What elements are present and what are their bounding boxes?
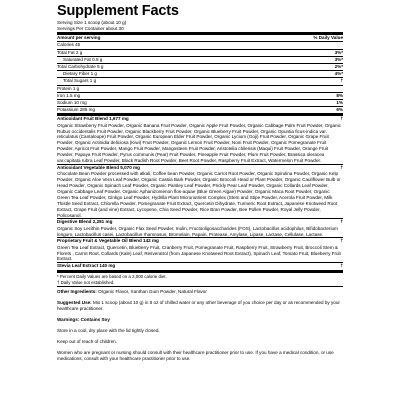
blend-block xyxy=(57,219,343,237)
blend-block xyxy=(57,238,343,262)
pregnant-warning-text: Women who are pregnant or nursing should consult with their healthcare practitioner prior to use. If you have a medical condition, or use medications, consult with your healthcare practitioner prior to use. xyxy=(57,349,334,361)
blend-name: Antioxidant Fruit Blend 1,677 mg xyxy=(57,116,129,122)
suggested-use-label: Suggested Use: xyxy=(57,299,92,305)
blend-name: Proprietary Fruit & Vegetable Oil Blend 142 mg xyxy=(57,238,159,244)
nutrient-label: Total Carbohydrate 5 g xyxy=(57,64,104,70)
nutrient-label: Protein 1 g xyxy=(57,85,80,91)
nutrient-list xyxy=(57,42,343,113)
divider xyxy=(57,270,343,273)
nutrient-daily-value: 3%* xyxy=(334,56,343,62)
nutrient-daily-value: 1% xyxy=(336,100,343,106)
nutrient-daily-value: 2%* xyxy=(334,64,343,70)
suggested-use-text: Mix 1 scoop (about 10 g) in 8 oz of chilled water or any other beverage of you choice per day or as recommended by your healthcare practitioner. xyxy=(57,299,340,311)
other-ingredients xyxy=(57,289,343,295)
divider xyxy=(57,286,343,287)
nutrient-label: Calories 45 xyxy=(57,42,81,48)
blend-daily-value: † xyxy=(340,116,343,122)
blend-ingredients: Green Tea Leaf Extract, Quercetin, Blueberry Fruit, Cranberry Fruit, Pomegranate Fruit, Raspberry Fruit, Strawberry Fruit, Broccoli Stem & Florets , Carrot Root, Collards (Kale) Leaf, Resveratrol (from Japanese Knotweed Root Extract), Spinach Leaf, Tomato Fruit, Blueberry Fruit Extract. xyxy=(57,244,341,262)
storage-text: Store in a cool, dry place with the lid tightly closed. xyxy=(57,327,160,333)
blend-daily-value: † xyxy=(340,164,343,170)
nutrient-daily-value: † xyxy=(340,78,343,84)
daily-value-header: % Daily Value xyxy=(313,35,343,40)
blend-ingredients: Organic Soy Lecithin Powder, Organic Flax Seed Powder, Inulin, Fructooligosaccharides (FOS), Lactobacillus acidophilus, Bifidobacterium longum, Lactobacillus casei, Lactobacillus rhamnosus, Bromelain, Papain, Protease, Amylase, Lipase, Lactase, Cellulase, Lactase. xyxy=(57,225,338,237)
nutrient-daily-value: 8% xyxy=(336,92,343,98)
blend-daily-value: † xyxy=(340,219,343,225)
panel-title: Supplement Facts xyxy=(57,3,179,19)
nutrient-daily-value: 6% xyxy=(336,107,343,113)
suggested-use xyxy=(57,300,343,312)
nutrient-daily-value: 4%* xyxy=(334,71,343,77)
blend-ingredients: Chocolate Bean Powder processed with alkali, Coffee bean Powder, Organic Carrot Root Powder, Organic Spirulina Powder, Organic Kelp Powder, Organic Aloe Vera Leaf Powder, Organic Cassia Bark Powder, Organic Broccoli Head or Plant Powder, Organic Cauliflower Bulb or Head Powder, Organic Spinach Leaf Powder, Organic Parsley Leaf Powder, Prickly Pear Leaf Powder, Organic Collards Leaf Powder, Organic Cabbage Leaf Powder, Organic Aphanizomenon flos-aquae (Blue Green Algae) Powder, Organic Maca Root Powder, Organic Green Tea Leaf Powder, Ginkgo Leaf Powder, Hydrilla Plant Micronutrient Complex (Stem and Stipe Powder, Acerola Fruit Powder, Milk Thistle Seed Extract, Chlorella Powder, Pomegranate Fruit Extract, Quercetin Dihydrate, Turmeric Root Extract, Japanese Knotweed Root Extract, Grape Fruit (and vine) Extract, Lycopene, Chia Seed Powder, Rice Bran Powder, Bee Pollen Powder, Royal Jelly Powder, Policosanol. xyxy=(57,171,341,218)
blend-block xyxy=(57,116,343,164)
blend-daily-value: † xyxy=(340,238,343,244)
blend-name: Digestive Blend 2,281 mg xyxy=(57,219,113,225)
nutrient-label: Sodium 10 mg xyxy=(57,100,87,106)
blend-name: Stevia Leaf Extract 140 mg xyxy=(57,263,116,269)
blend-list xyxy=(57,116,343,269)
nutrient-label: Dietary Fiber 1 g xyxy=(63,71,97,77)
other-ingredients-label: Other Ingredients: xyxy=(57,288,97,294)
footnote-dv: * Percent Daily Values are based on a 2,000 calorie diet. xyxy=(57,273,167,279)
nutrient-label: Total Fat 2 g xyxy=(57,49,83,55)
nutrient-label: Potassium 285 mg xyxy=(57,107,96,113)
nutrient-label: Total Sugars 1 g xyxy=(63,78,97,84)
warnings-label: Warnings: Contains Soy xyxy=(57,316,110,322)
nutrient-label: Iron 1.5 mg xyxy=(57,92,81,98)
footnote-not-established: † Daily Value not established. xyxy=(57,280,115,286)
blend-daily-value: † xyxy=(340,263,343,269)
nutrient-label: Saturated Fat 0.5 g xyxy=(63,56,103,62)
nutrient-daily-value: 3%* xyxy=(334,49,343,55)
amount-per-serving-label: Amount per serving xyxy=(57,35,101,40)
blend-block xyxy=(57,165,343,218)
serving-size: Serving Size 1 scoop (about 10 g) xyxy=(57,20,127,25)
blend-ingredients: Organic Strawberry Fruit Powder, Organic Banana Fruit Powder, Organic Apple Fruit Powder, Organic Cabbage Palm Fruit Powder, Organic Rubus occidentalis Fruit Powder, Organic Blackberry Fruit Powder, Organic Blueberry Fruit Powder, Organic Opuntia ficus-indica var. reticulatus (Cantaloupe) Fruit Powder, Organic European Elder Fruit Powder, Organic Lycium (Goji) Fruit Powder, Organic Grape Fruit Powder, Organic Actinidia deliciosa (Kiwi) Fruit Powder, Organic Lemon Fruit Powder, Noni Fruit Powder, Organic Pomegranate Fruit Powder, Apricot Fruit Powder, Mango Fruit Powder, Mangosteen Fruit Powder, Aristotelia chilensis (Maqui) Fruit Powder, Orange Fruit Powder, Papaya Fruit Powder, Pyrus communis (Pear) Fruit Powder, Pineapple Fruit Powder, Plum Fruit Powder, Brassica oleracea var.capitata rubra Leaf Powder, Black Radish Root Powder, Beet Root Powder, Raspberry Fruit Extract, Watermelon Fruit Powder. xyxy=(57,122,341,164)
supplement-facts-panel xyxy=(57,0,343,362)
other-ingredients-text: Organic Flavor, Xanthan Gum Powder, Natural Flavor xyxy=(98,288,207,294)
blend-name: Antioxidant Vegetable Blend 5,070 mg xyxy=(57,164,140,170)
keep-out-text: Keep out of reach of children. xyxy=(57,338,118,344)
servings-per-container: Servings Per Container about 30 xyxy=(57,26,124,31)
